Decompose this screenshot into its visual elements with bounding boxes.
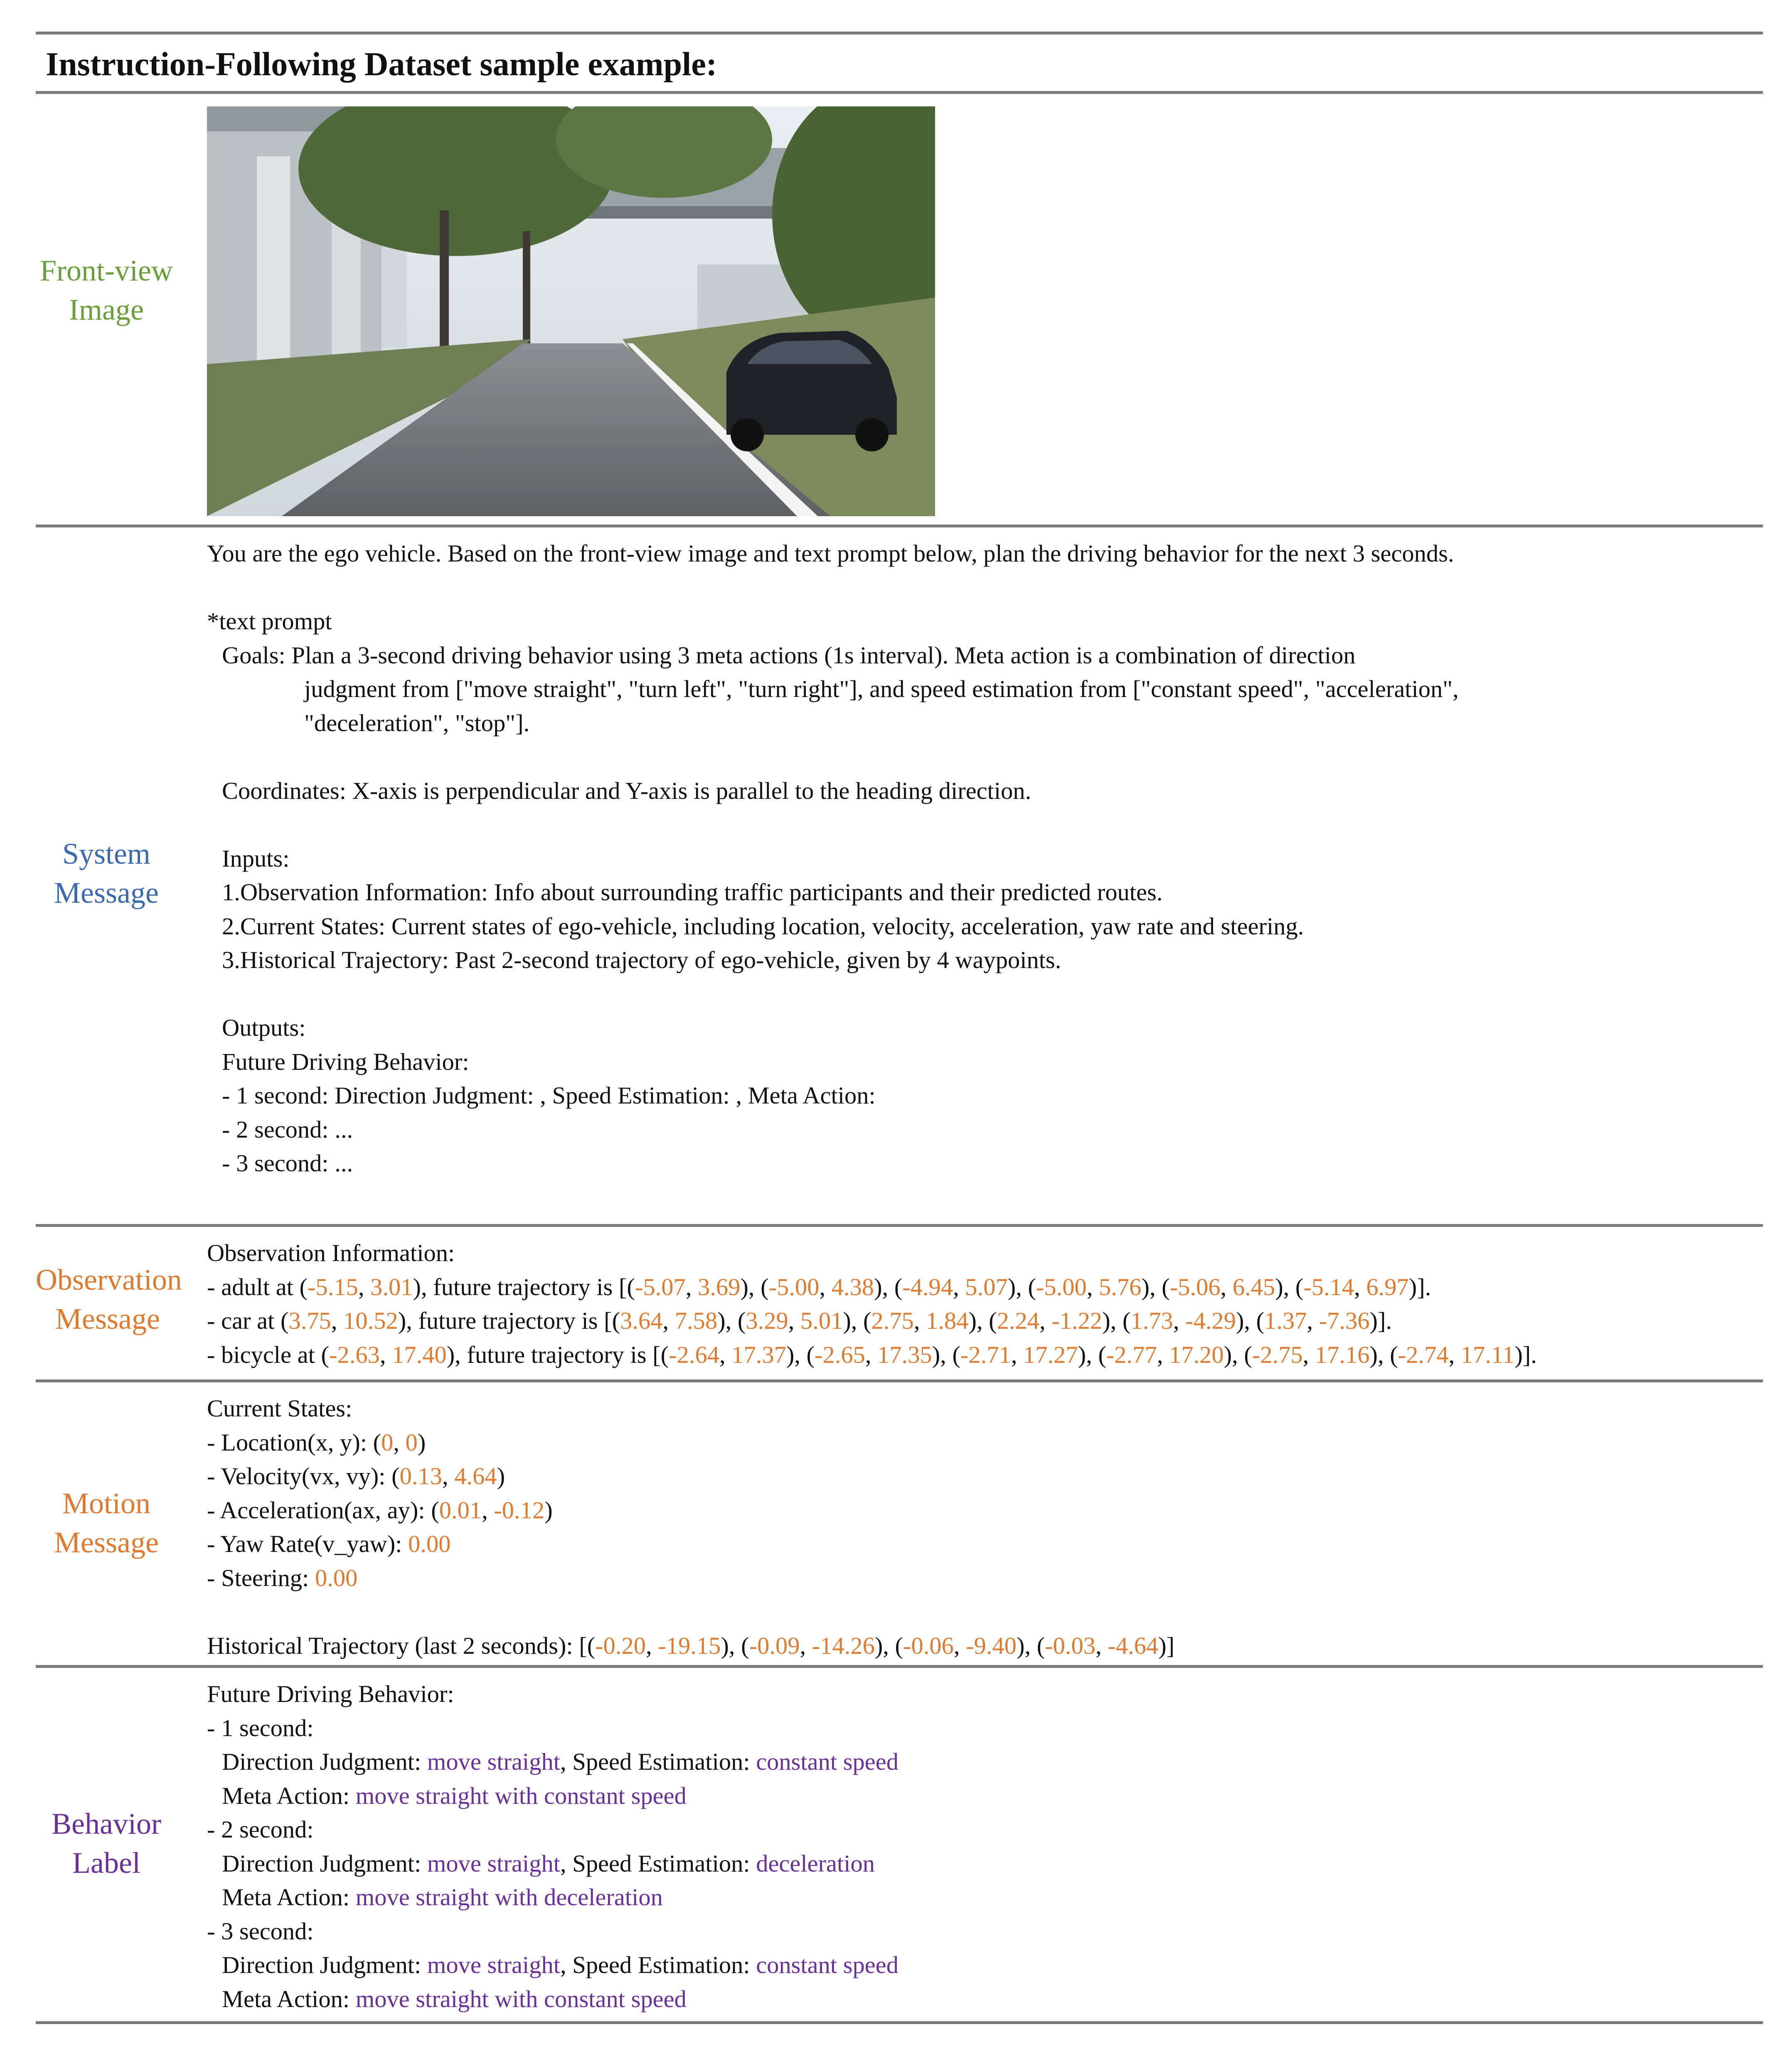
trajectory-y: 17.35 bbox=[877, 1341, 932, 1368]
trajectory-y: 17.37 bbox=[731, 1341, 786, 1368]
trajectory-y: 17.27 bbox=[1023, 1341, 1078, 1368]
yaw-rate-line: - Yaw Rate(v_yaw): 0.00 bbox=[207, 1530, 451, 1557]
speed-value: constant speed bbox=[756, 1951, 898, 1978]
page-title: Instruction-Following Dataset sample example: bbox=[46, 46, 717, 83]
behavior-step-title: - 1 second: bbox=[207, 1714, 314, 1741]
position-y: 17.40 bbox=[392, 1341, 447, 1368]
observation-message-content bbox=[207, 1236, 1763, 1372]
inputs-heading: Inputs: bbox=[222, 845, 290, 872]
output-item-3: - 3 second: ... bbox=[222, 1150, 353, 1177]
document bbox=[36, 32, 1763, 2024]
front-view-section bbox=[36, 94, 1763, 525]
trajectory-x: -4.94 bbox=[902, 1273, 953, 1300]
trajectory-x: -5.07 bbox=[635, 1273, 686, 1300]
trajectory-x: -2.64 bbox=[669, 1341, 719, 1368]
accel-y: -0.12 bbox=[494, 1496, 545, 1524]
position-x: -2.63 bbox=[329, 1341, 380, 1368]
motion-message-label: Motion Message bbox=[54, 1487, 159, 1559]
trajectory-y: 17.20 bbox=[1169, 1341, 1224, 1368]
trajectory-y: 17.16 bbox=[1315, 1341, 1370, 1368]
trajectory-x: -5.06 bbox=[1169, 1273, 1221, 1300]
trajectory-y: 6.45 bbox=[1232, 1273, 1275, 1300]
front-view-label: Front-view Image bbox=[40, 254, 173, 326]
history-x: -0.20 bbox=[595, 1632, 646, 1659]
observation-entry: - adult at (-5.15, 3.01), future trajectory is [(-5.07, 3.69), (-5.00, 4.38), (-4.94, 5.07), (-5.00, 5.76), (-5.06, 6.45), (-5.14, 6.97)]. bbox=[207, 1273, 1431, 1300]
history-y: -4.64 bbox=[1108, 1632, 1159, 1659]
meta-action-line: Meta Action: move straight with constant speed bbox=[222, 1782, 687, 1809]
yaw-rate-value: 0.00 bbox=[408, 1530, 451, 1557]
trajectory-x: 3.64 bbox=[620, 1307, 663, 1334]
trajectory-y: 6.97 bbox=[1366, 1273, 1409, 1300]
output-item-2: - 2 second: ... bbox=[222, 1116, 353, 1143]
meta-action-value: move straight with constant speed bbox=[355, 1985, 687, 2012]
trajectory-x: 1.73 bbox=[1130, 1307, 1173, 1334]
motion-message-section bbox=[36, 1382, 1763, 1665]
observation-message-section bbox=[36, 1227, 1763, 1379]
system-intro: You are the ego vehicle. Based on the front-view image and text prompt below, plan the driving behavior for the next 3 seconds. bbox=[207, 540, 1454, 567]
history-x: -0.09 bbox=[749, 1632, 800, 1659]
section-rule-3 bbox=[36, 1379, 1763, 1382]
trajectory-y: 4.38 bbox=[831, 1273, 874, 1300]
system-message-content bbox=[207, 537, 1750, 1180]
goals-line-2: judgment from ["move straight", "turn left", "turn right"], and speed estimation from ["constant speed", "acceleration", bbox=[304, 675, 1459, 702]
system-message-section bbox=[36, 527, 1763, 1224]
bottom-rule bbox=[36, 2021, 1763, 2024]
trajectory-y: -7.36 bbox=[1319, 1307, 1370, 1334]
input-item-3: 3.Historical Trajectory: Past 2-second trajectory of ego-vehicle, given by 4 waypoints. bbox=[222, 946, 1061, 973]
accel-x: 0.01 bbox=[439, 1496, 482, 1524]
current-states-heading: Current States: bbox=[207, 1395, 352, 1422]
speed-value: constant speed bbox=[756, 1748, 898, 1775]
history-x: -0.06 bbox=[903, 1632, 954, 1659]
history-y: -9.40 bbox=[966, 1632, 1017, 1659]
trajectory-y: 1.84 bbox=[926, 1307, 969, 1334]
speed-value: deceleration bbox=[756, 1850, 875, 1877]
trajectory-y: 17.11 bbox=[1460, 1341, 1515, 1368]
trajectory-y: 7.58 bbox=[674, 1307, 718, 1334]
goals-line-1: Goals: Plan a 3-second driving behavior using 3 meta actions (1s interval). Meta action is a combination of direction bbox=[222, 641, 1356, 669]
system-message-label: System Message bbox=[54, 837, 159, 909]
trajectory-y: 3.69 bbox=[698, 1273, 741, 1300]
input-item-2: 2.Current States: Current states of ego-vehicle, including location, velocity, acceleration, yaw rate and steering. bbox=[222, 912, 1304, 940]
trajectory-x: 2.75 bbox=[871, 1307, 914, 1334]
meta-action-line: Meta Action: move straight with deceleration bbox=[222, 1884, 663, 1911]
input-item-1: 1.Observation Information: Info about surrounding traffic participants and their predicted routes. bbox=[222, 879, 1163, 906]
direction-value: move straight bbox=[427, 1850, 560, 1877]
history-y: -14.26 bbox=[812, 1632, 875, 1659]
section-rule-4 bbox=[36, 1665, 1763, 1668]
future-behavior-heading: Future Driving Behavior: bbox=[222, 1048, 469, 1075]
trajectory-y: -1.22 bbox=[1051, 1307, 1103, 1334]
trajectory-x: -2.74 bbox=[1398, 1341, 1449, 1368]
direction-value: move straight bbox=[427, 1951, 560, 1978]
position-x: 3.75 bbox=[288, 1307, 331, 1334]
trajectory-y: -4.29 bbox=[1185, 1307, 1236, 1334]
text-prompt-heading: *text prompt bbox=[207, 608, 332, 635]
trajectory-x: -5.14 bbox=[1303, 1273, 1354, 1300]
steering-value: 0.00 bbox=[315, 1564, 358, 1591]
coordinates-line: Coordinates: X-axis is perpendicular and Y-axis is parallel to the heading direction. bbox=[222, 777, 1031, 804]
direction-speed-line: Direction Judgment: move straight, Speed Estimation: deceleration bbox=[222, 1850, 875, 1877]
observation-entry: - bicycle at (-2.63, 17.40), future trajectory is [(-2.64, 17.37), (-2.65, 17.35), (-2.71, 17.27), (-2.77, 17.20), (-2.75, 17.16), (-2.74, 17.11)]. bbox=[207, 1341, 1537, 1368]
meta-action-value: move straight with deceleration bbox=[355, 1884, 663, 1911]
trajectory-x: -5.00 bbox=[1036, 1273, 1087, 1300]
velocity-x: 0.13 bbox=[399, 1463, 442, 1490]
behavior-label-content bbox=[207, 1677, 1750, 2016]
position-x: -5.15 bbox=[308, 1273, 358, 1300]
location-line: - Location(x, y): (0, 0) bbox=[207, 1429, 426, 1456]
observation-message-label: Observation Message bbox=[36, 1263, 182, 1335]
trajectory-y: 5.07 bbox=[965, 1273, 1008, 1300]
trajectory-x: -2.75 bbox=[1252, 1341, 1303, 1368]
history-y: -19.15 bbox=[658, 1632, 721, 1659]
position-y: 10.52 bbox=[343, 1307, 398, 1334]
trajectory-y: 5.76 bbox=[1099, 1273, 1142, 1300]
trajectory-x: -2.65 bbox=[815, 1341, 865, 1368]
trajectory-x: 3.29 bbox=[746, 1307, 788, 1334]
behavior-step-title: - 2 second: bbox=[207, 1816, 314, 1843]
meta-action-value: move straight with constant speed bbox=[355, 1782, 687, 1809]
acceleration-line: - Acceleration(ax, ay): (0.01, -0.12) bbox=[207, 1496, 553, 1524]
top-rule bbox=[36, 32, 1763, 34]
velocity-y: 4.64 bbox=[454, 1463, 497, 1490]
meta-action-line: Meta Action: move straight with constant speed bbox=[222, 1985, 687, 2012]
observation-entry: - car at (3.75, 10.52), future trajectory is [(3.64, 7.58), (3.29, 5.01), (2.75, 1.84), (2.24, -1.22), (1.73, -4.29), (1.37, -7.36)]. bbox=[207, 1307, 1392, 1334]
output-item-1: - 1 second: Direction Judgment: , Speed Estimation: , Meta Action: bbox=[222, 1082, 876, 1109]
trajectory-x: -5.00 bbox=[768, 1273, 820, 1300]
velocity-line: - Velocity(vx, vy): (0.13, 4.64) bbox=[207, 1463, 505, 1490]
position-y: 3.01 bbox=[370, 1273, 413, 1300]
historical-trajectory-line: Historical Trajectory (last 2 seconds): [(-0.20, -19.15), (-0.09, -14.26), (-0.06, -9.40), (-0.03, -4.64)] bbox=[207, 1632, 1175, 1659]
trajectory-x: -2.77 bbox=[1106, 1341, 1157, 1368]
trajectory-x: -2.71 bbox=[960, 1341, 1011, 1368]
behavior-step-title: - 3 second: bbox=[207, 1917, 314, 1945]
goals-line-3: "deceleration", "stop"]. bbox=[304, 709, 530, 736]
direction-value: move straight bbox=[427, 1748, 560, 1775]
title-rule bbox=[36, 91, 1763, 94]
future-behavior-heading: Future Driving Behavior: bbox=[207, 1680, 454, 1707]
trajectory-y: 5.01 bbox=[800, 1307, 843, 1334]
steering-line: - Steering: 0.00 bbox=[207, 1564, 358, 1591]
section-rule-1 bbox=[36, 525, 1763, 527]
motion-message-content bbox=[207, 1392, 1750, 1663]
direction-speed-line: Direction Judgment: move straight, Speed Estimation: constant speed bbox=[222, 1748, 898, 1775]
location-x: 0 bbox=[381, 1429, 394, 1456]
location-y: 0 bbox=[405, 1429, 418, 1456]
outputs-heading: Outputs: bbox=[222, 1014, 306, 1041]
history-x: -0.03 bbox=[1045, 1632, 1096, 1659]
behavior-label-section bbox=[36, 1668, 1763, 2021]
direction-speed-line: Direction Judgment: move straight, Speed Estimation: constant speed bbox=[222, 1951, 898, 1978]
section-rule-2 bbox=[36, 1224, 1763, 1227]
front-view-photo bbox=[207, 106, 935, 516]
observation-heading: Observation Information: bbox=[207, 1239, 455, 1266]
trajectory-x: 2.24 bbox=[997, 1307, 1040, 1334]
trajectory-x: 1.37 bbox=[1264, 1307, 1307, 1334]
behavior-label-label: Behavior Label bbox=[52, 1807, 161, 1879]
